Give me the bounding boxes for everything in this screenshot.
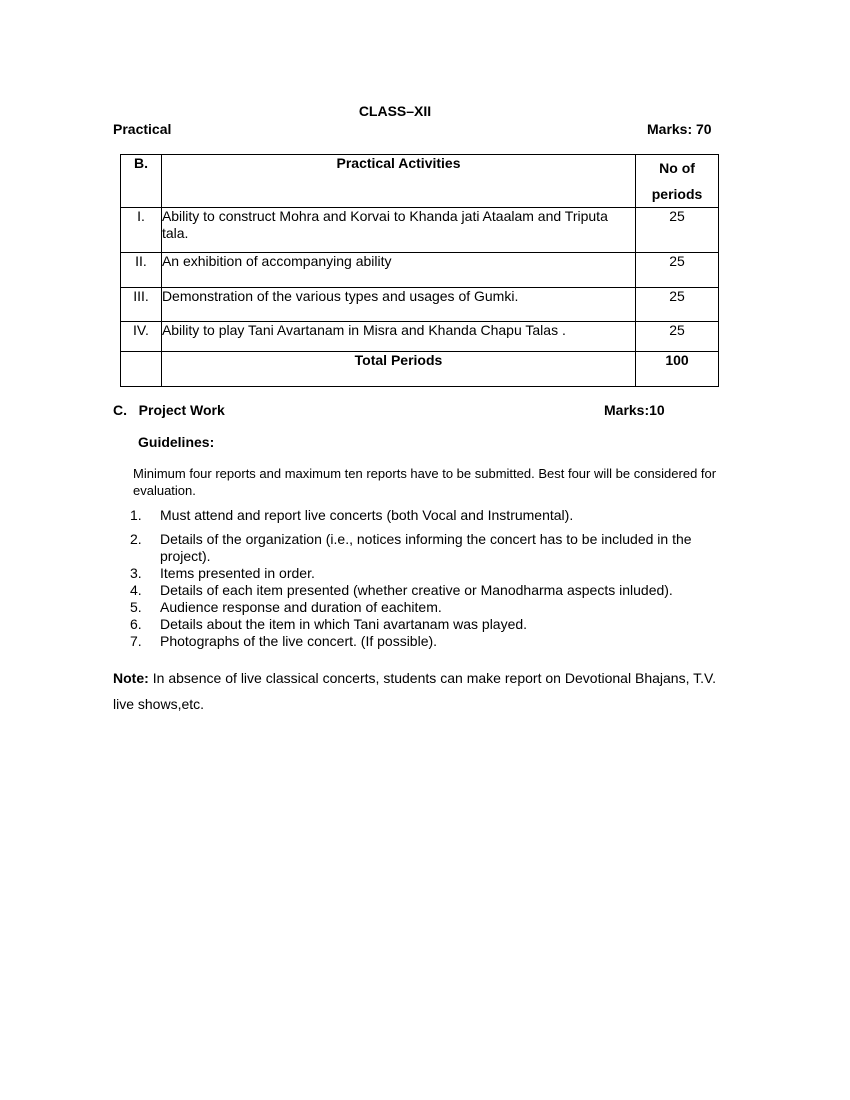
list-item <box>113 599 718 616</box>
list-item <box>113 531 718 565</box>
row-periods: 25 <box>636 288 719 322</box>
practical-marks: Marks: 70 <box>647 121 712 137</box>
total-value: 100 <box>636 352 719 387</box>
table-row <box>121 208 719 253</box>
list-item <box>113 633 718 650</box>
list-item-number: 1. <box>130 507 142 523</box>
row-activity: Ability to construct Mohra and Korvai to Khanda jati Ataalam and Triputa tala. <box>161 208 635 253</box>
practical-activities-table <box>120 154 719 387</box>
list-item-number: 5. <box>130 599 142 615</box>
guidelines-list <box>113 507 718 650</box>
note-text: In absence of live classical concerts, students can make report on Devotional Bhajans, T.V. live shows,etc. <box>113 670 716 712</box>
list-item <box>113 616 718 633</box>
header-b: B. <box>121 155 162 208</box>
row-number: IV. <box>121 322 162 352</box>
list-item-text: Photographs of the live concert. (If possible). <box>160 633 438 649</box>
list-item-number: 4. <box>130 582 142 598</box>
row-number: II. <box>121 253 162 288</box>
list-item-text: Details of each item presented (whether creative or Manodharma aspects inluded). <box>160 582 673 598</box>
class-title: CLASS–XII <box>358 103 432 119</box>
note-paragraph <box>113 665 716 717</box>
row-activity: Demonstration of the various types and usages of Gumki. <box>161 288 635 322</box>
table-row <box>121 288 719 322</box>
row-number: I. <box>121 208 162 253</box>
list-item <box>113 507 718 524</box>
row-periods: 25 <box>636 208 719 253</box>
list-item <box>113 565 718 582</box>
list-item <box>113 582 718 599</box>
list-item-text: Details about the item in which Tani avartanam was played. <box>160 616 528 632</box>
project-work-marks: Marks:10 <box>604 402 665 418</box>
total-blank-cell <box>121 352 162 387</box>
table-header-row <box>121 155 719 208</box>
total-label: Total Periods <box>161 352 635 387</box>
guidelines-intro: Minimum four reports and maximum ten reports have to be submitted. Best four will be considered for evaluation. <box>133 466 717 498</box>
table-row <box>121 322 719 352</box>
list-item-number: 2. <box>130 531 142 547</box>
total-row <box>121 352 719 387</box>
note-label: Note: <box>113 670 149 686</box>
project-work-heading: C. Project Work <box>113 402 225 418</box>
row-activity: An exhibition of accompanying ability <box>161 253 635 288</box>
list-item-text: Items presented in order. <box>160 565 315 581</box>
row-activity: Ability to play Tani Avartanam in Misra and Khanda Chapu Talas . <box>161 322 635 352</box>
guidelines-heading: Guidelines: <box>138 434 215 450</box>
row-number: III. <box>121 288 162 322</box>
list-item-text: Must attend and report live concerts (both Vocal and Instrumental). <box>160 507 574 523</box>
row-periods: 25 <box>636 322 719 352</box>
list-item-number: 6. <box>130 616 142 632</box>
table-row <box>121 253 719 288</box>
row-periods: 25 <box>636 253 719 288</box>
list-item-text: Details of the organization (i.e., notices informing the concert has to be included in the project). <box>160 531 692 564</box>
header-activities: Practical Activities <box>161 155 635 208</box>
list-item-number: 7. <box>130 633 142 649</box>
header-periods: No of periods <box>636 155 719 208</box>
list-item-text: Audience response and duration of eachitem. <box>160 599 442 615</box>
list-item-number: 3. <box>130 565 142 581</box>
practical-label: Practical <box>113 121 172 137</box>
